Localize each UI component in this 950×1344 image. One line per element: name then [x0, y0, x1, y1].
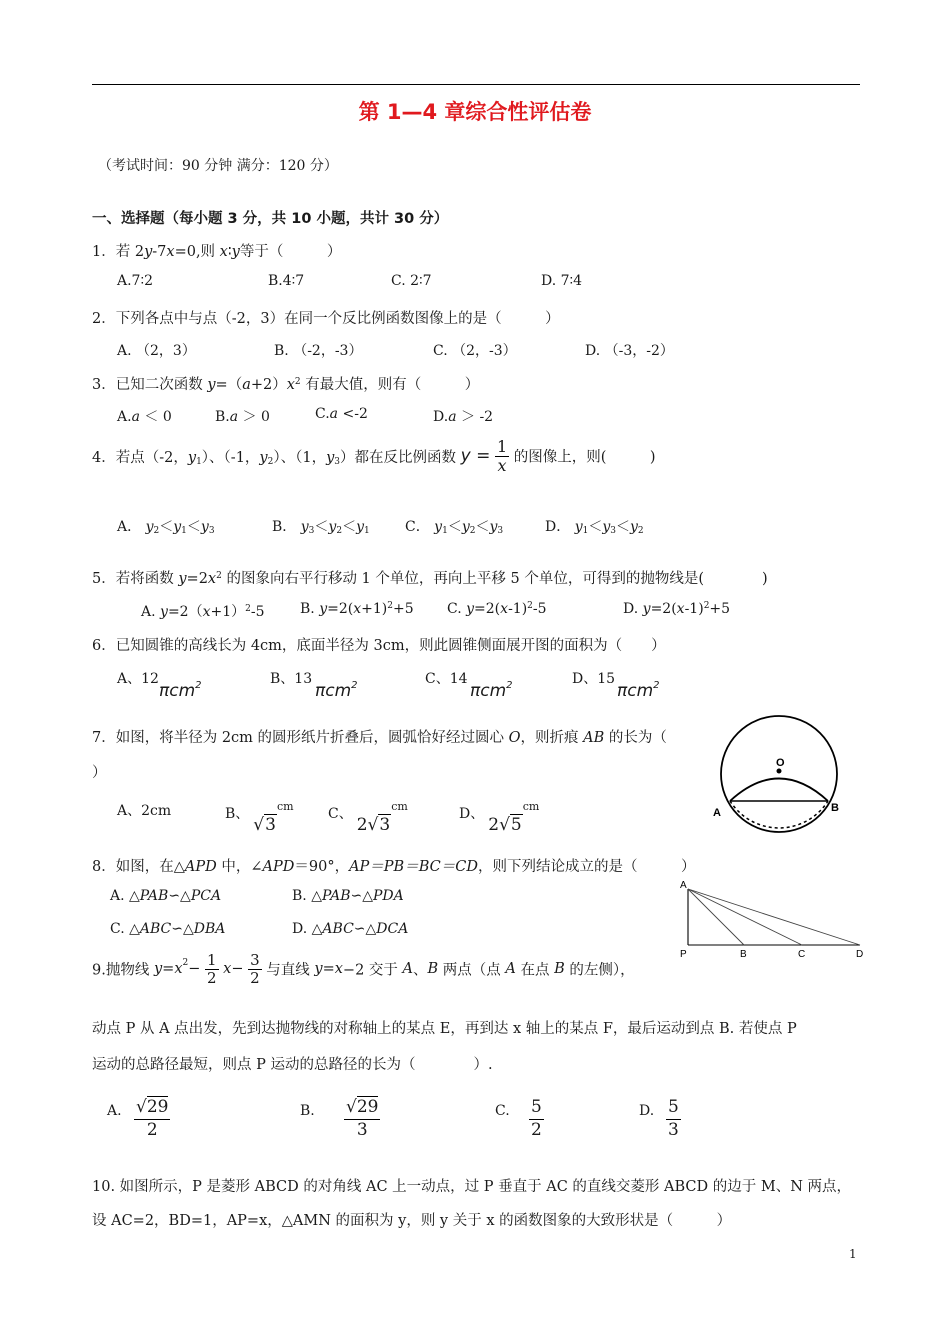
q5-option-d: D. $y=2(x-1)^2+5$ [623, 601, 731, 617]
question-5: 5．若将函数 $y=2x^2$ 的图象向右平行移动 1 个单位，再向上平移 5 个单位，可得到的抛物线是( ) [92, 571, 768, 587]
q6-option-c: C、14 [425, 671, 468, 687]
q8-seg-ac [688, 889, 802, 945]
page-title: 第 1—4 章综合性评估卷 [358, 100, 592, 124]
question-9-line2: 动点 P 从 A 点出发，先到达抛物线的对称轴上的某点 E，再到达 x 轴上的某点 F，最后运动到点 B. 若使点 P [92, 1021, 797, 1037]
q8-option-c: C. △ABC∽△DBA [110, 921, 226, 937]
q8-label-a: A [680, 880, 687, 891]
q8-option-a: A. △PAB∽△PCA [110, 888, 222, 904]
q9-option-a-label: A. [107, 1103, 122, 1119]
q7-option-b: B、$√3^{cm}$ [225, 800, 294, 835]
q7-center-dot [777, 769, 782, 774]
q7-fold-arc [730, 779, 828, 802]
q8-option-d: D. △ABC∽△DCA [292, 921, 409, 937]
q7-option-a: A、2cm [117, 803, 172, 819]
question-7-cont: ） [92, 765, 107, 781]
q7-circle [721, 716, 837, 832]
q3-option-d: D.a ＞ -2 [433, 409, 494, 425]
q8-option-b: B. △PAB∽△PDA [292, 888, 404, 904]
q7-label-b: B [831, 802, 839, 814]
question-4: 4．若点（-2，$y_1$）、（-1，$y_2$）、（1，$y_3$）都在反比例函数 y = $\frac{1}{x}$ 的图像上，则( ) [92, 437, 656, 475]
q2-option-d: D. （-3，-2） [585, 343, 674, 359]
q5-option-b: B. $y=2(x+1)^2+5$ [300, 601, 414, 617]
q6-option-d: D、15 [572, 671, 616, 687]
q7-option-c: C、$2√3^{cm}$ [328, 800, 408, 835]
q1-option-d: D. 7∶4 [541, 273, 583, 289]
q4-option-a: A． $y_2<y_1<y_3$ [117, 519, 215, 536]
question-10-line2: 设 AC=2，BD=1，AP=x，△AMN 的面积为 y，则 y 关于 x 的函数图象的大致形状是（ ） [92, 1213, 732, 1229]
q4-option-b: B． $y_3<y_2<y_1$ [272, 519, 370, 536]
q3-option-b: B.a ＞ 0 [215, 409, 270, 425]
q2-option-b: B. （-2，-3） [274, 343, 363, 359]
question-10-line1: 10. 如图所示，P 是菱形 ABCD 的对角线 AC 上一动点，过 P 垂直于 AC 的直线交菱形 ABCD 的边于 M、N 两点， [92, 1179, 851, 1195]
q3-option-c: C.a <-2 [315, 406, 368, 422]
question-6: 6．已知圆锥的高线长为 4cm，底面半径为 3cm，则此圆锥侧面展开图的面积为（ ） [92, 638, 666, 654]
q1-option-b: B.4∶7 [268, 273, 305, 289]
q1-option-a: A.7∶2 [117, 273, 154, 289]
q6-option-b-unit: πcm$^2$ [315, 680, 358, 701]
q7-figure [700, 712, 860, 837]
q8-figure [676, 877, 868, 963]
q6-option-c-unit: πcm$^2$ [470, 680, 513, 701]
q4-func-lhs: y = [460, 446, 491, 467]
q8-seg-ad [688, 889, 860, 945]
q8-seg-ab [688, 889, 744, 945]
q2-option-c: C. （2，-3） [433, 343, 517, 359]
q6-option-b: B、13 [270, 671, 313, 687]
q3-option-a: A.a ＜ 0 [117, 409, 172, 425]
question-9: 9.抛物线 $y=x^2-$ $\frac{1}{2}$ x− $\frac{3}{2}$ 与直线 y=x−2 交于 A、B 两点（点 A 在点 B 的左侧）， [92, 951, 635, 987]
q6-option-d-unit: πcm$^2$ [617, 680, 660, 701]
header-rule [92, 84, 860, 85]
question-8: 8．如图，在△APD 中，∠APD＝90°，AP＝PB＝BC＝CD，则下列结论成立的是（ ） [92, 859, 696, 875]
question-9-line3: 运动的总路径最短，则点 P 运动的总路径的长为（ ）. [92, 1057, 493, 1073]
q9-option-b-value: √29 3 [346, 1097, 379, 1140]
q8-label-p: P [680, 949, 687, 960]
q7-option-d: D、$2√5^{cm}$ [459, 800, 540, 835]
q9-option-c-label: C. [495, 1103, 510, 1119]
q6-option-a-unit: πcm$^2$ [159, 680, 202, 701]
q9-option-a-value: √29 2 [136, 1097, 169, 1140]
question-1: 1．若 2y-7x=0,则 x∶y等于（ ） [92, 244, 342, 260]
q9-option-d-label: D. [639, 1103, 655, 1119]
page-number: 1 [849, 1247, 857, 1261]
q4-option-c: C． $y_1<y_2<y_3$ [405, 519, 504, 536]
q8-label-c: C [798, 949, 806, 960]
q2-option-a: A. （2，3） [117, 343, 196, 359]
q8-label-d: D [856, 949, 864, 960]
q4-option-d: D． $y_1<y_3<y_2$ [545, 519, 644, 536]
exam-info: （考试时间：90 分钟 满分：120 分） [98, 158, 338, 174]
q7-label-o: O [776, 757, 785, 769]
question-3: 3．已知二次函数 $y=(a+2)x^2$ 有最大值，则有（ ） [92, 377, 480, 393]
question-2: 2．下列各点中与点（-2，3）在同一个反比例函数图像上的是（ ） [92, 311, 560, 327]
section-heading: 一、选择题（每小题 3 分，共 10 小题，共计 30 分） [92, 211, 449, 227]
question-7: 7．如图，将半径为 2cm 的圆形纸片折叠后，圆弧恰好经过圆心 O，则折痕 AB 的长为（ [92, 730, 667, 746]
q6-option-a: A、12 [117, 671, 159, 687]
q9-option-b-label: B. [300, 1103, 315, 1119]
q8-label-b: B [740, 949, 747, 960]
q4-fraction: $\frac{1}{x}$ [496, 437, 508, 475]
q5-option-a: A. $y=2(x+1)^2-5$ [141, 604, 265, 620]
q9-option-d-value: 5 3 [668, 1097, 679, 1140]
q5-option-c: C. $y=2(x-1)^2-5$ [447, 601, 547, 617]
q9-option-c-value: 5 2 [531, 1097, 542, 1140]
q7-label-a: A [713, 807, 721, 819]
q7-dashed-arc [730, 801, 828, 828]
q1-option-c: C. 2∶7 [391, 273, 432, 289]
